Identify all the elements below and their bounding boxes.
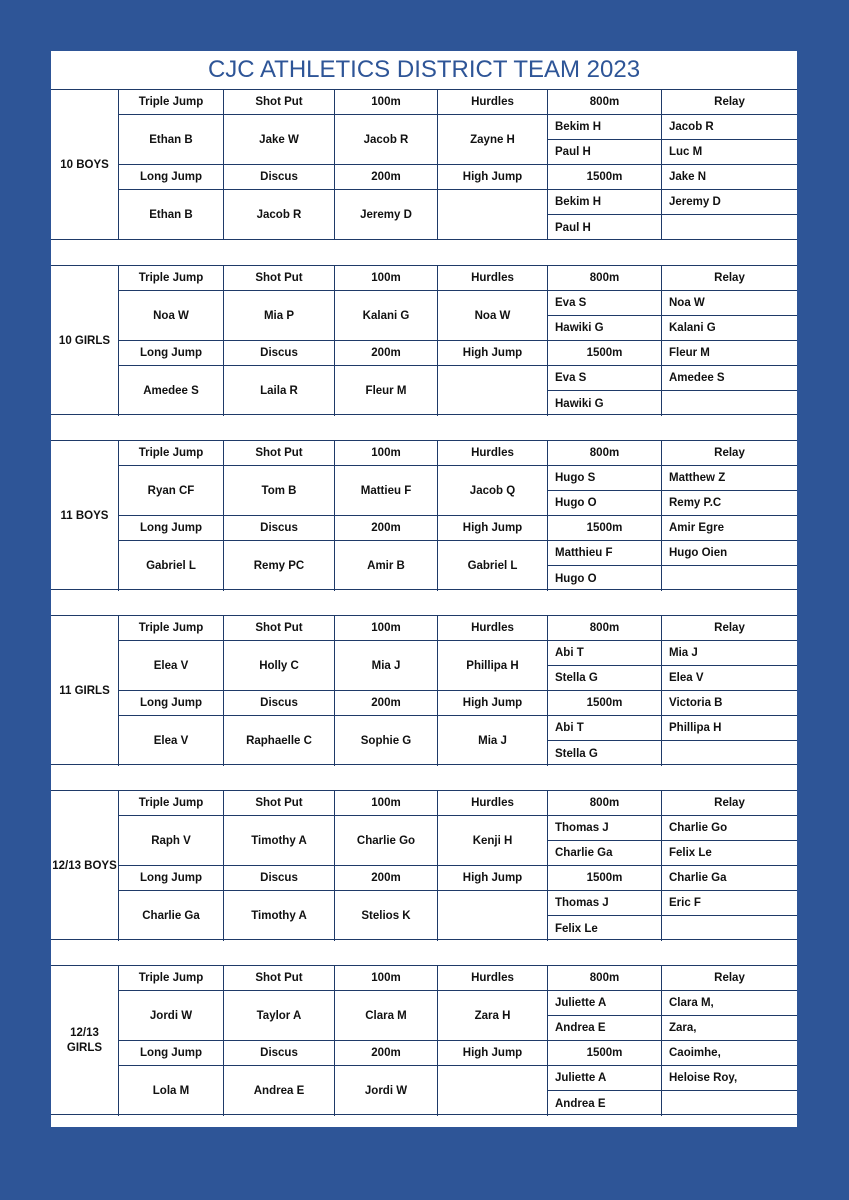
event-header: Relay xyxy=(661,791,797,816)
event-header: 1500m xyxy=(547,691,661,716)
athlete-cell: Jeremy D xyxy=(334,190,437,240)
group-block xyxy=(51,90,797,240)
event-header: High Jump xyxy=(437,165,547,190)
event-header: 1500m xyxy=(547,516,661,541)
athlete-cell: Hawiki G xyxy=(547,391,661,416)
event-header: Triple Jump xyxy=(118,966,223,991)
athlete-cell: Mia J xyxy=(437,716,547,766)
athlete-cell: Hugo O xyxy=(547,491,661,516)
event-header: Hurdles xyxy=(437,791,547,816)
athlete-cell: Thomas J xyxy=(547,816,661,841)
event-header: Relay xyxy=(661,266,797,291)
athlete-cell: Amedee S xyxy=(118,366,223,416)
group-block xyxy=(51,265,797,415)
event-header: 200m xyxy=(334,691,437,716)
athlete-cell: Stella G xyxy=(547,666,661,691)
event-header: Shot Put xyxy=(223,966,334,991)
relay-cell xyxy=(661,741,797,766)
athlete-cell: Kenji H xyxy=(437,816,547,866)
event-header: High Jump xyxy=(437,691,547,716)
event-header: 1500m xyxy=(547,1041,661,1066)
group-label: 11 BOYS xyxy=(60,509,109,522)
athlete-cell: Noa W xyxy=(118,291,223,341)
event-header: Long Jump xyxy=(118,341,223,366)
athlete-cell: Raphaelle C xyxy=(223,716,334,766)
event-header: High Jump xyxy=(437,866,547,891)
event-header: Hurdles xyxy=(437,441,547,466)
athlete-cell: Phillipa H xyxy=(437,641,547,691)
event-header: Shot Put xyxy=(223,616,334,641)
athlete-cell: Jordi W xyxy=(334,1066,437,1116)
event-header: Triple Jump xyxy=(118,441,223,466)
athlete-cell: Ryan CF xyxy=(118,466,223,516)
athlete-cell: Paul H xyxy=(547,215,661,240)
athlete-cell: Bekim H xyxy=(547,190,661,215)
relay-cell: Eric F xyxy=(661,891,797,916)
event-header: 100m xyxy=(334,616,437,641)
event-header: 200m xyxy=(334,165,437,190)
athlete-cell: Clara M xyxy=(334,991,437,1041)
athlete-cell: Juliette A xyxy=(547,1066,661,1091)
athlete-cell: Andrea E xyxy=(547,1016,661,1041)
team-sheet xyxy=(51,51,797,1127)
event-header: High Jump xyxy=(437,1041,547,1066)
athlete-cell: Amir B xyxy=(334,541,437,591)
event-header: Long Jump xyxy=(118,866,223,891)
group-label: 10 GIRLS xyxy=(58,334,111,347)
group-spacer xyxy=(51,240,797,265)
event-header: Hurdles xyxy=(437,266,547,291)
athlete-cell: Fleur M xyxy=(334,366,437,416)
relay-cell: Kalani G xyxy=(661,316,797,341)
athlete-cell: Jake W xyxy=(223,115,334,165)
athlete-cell: Tom B xyxy=(223,466,334,516)
event-header: Triple Jump xyxy=(118,90,223,115)
event-header: Shot Put xyxy=(223,90,334,115)
relay-cell: Jacob R xyxy=(661,115,797,140)
team-table xyxy=(51,90,797,1115)
athlete-cell: Eva S xyxy=(547,366,661,391)
event-header: Shot Put xyxy=(223,441,334,466)
group-label: 12/13 GIRLS xyxy=(66,1027,103,1054)
athlete-cell: Lola M xyxy=(118,1066,223,1116)
athlete-cell: Taylor A xyxy=(223,991,334,1041)
athlete-cell: Gabriel L xyxy=(118,541,223,591)
event-header: 100m xyxy=(334,791,437,816)
event-header: 800m xyxy=(547,966,661,991)
athlete-cell: Mattieu F xyxy=(334,466,437,516)
relay-cell xyxy=(661,916,797,941)
athlete-cell: Timothy A xyxy=(223,891,334,941)
event-header: Relay xyxy=(661,90,797,115)
group-block xyxy=(51,615,797,765)
relay-cell: Matthew Z xyxy=(661,466,797,491)
relay-cell: Luc M xyxy=(661,140,797,165)
athlete-cell: Ethan B xyxy=(118,115,223,165)
athlete-cell: Holly C xyxy=(223,641,334,691)
athlete-cell: Mia J xyxy=(334,641,437,691)
relay-cell: Caoimhe, xyxy=(661,1041,797,1066)
event-header: Hurdles xyxy=(437,966,547,991)
athlete-cell: Sophie G xyxy=(334,716,437,766)
event-header: Relay xyxy=(661,616,797,641)
athlete-cell: Andrea E xyxy=(223,1066,334,1116)
athlete-cell: Matthieu F xyxy=(547,541,661,566)
athlete-cell: Charlie Ga xyxy=(118,891,223,941)
athlete-cell: Noa W xyxy=(437,291,547,341)
relay-cell: Mia J xyxy=(661,641,797,666)
athlete-cell: Jacob R xyxy=(334,115,437,165)
athlete-cell: Kalani G xyxy=(334,291,437,341)
athlete-cell: Mia P xyxy=(223,291,334,341)
event-header: 200m xyxy=(334,1041,437,1066)
event-header: 800m xyxy=(547,90,661,115)
event-header: 200m xyxy=(334,866,437,891)
athlete-cell: Abi T xyxy=(547,716,661,741)
athlete-cell: Raph V xyxy=(118,816,223,866)
event-header: Shot Put xyxy=(223,791,334,816)
group-label: 12/13 BOYS xyxy=(52,859,117,872)
relay-cell: Clara M, xyxy=(661,991,797,1016)
athlete-cell: Felix Le xyxy=(547,916,661,941)
athlete-cell xyxy=(437,366,547,416)
athlete-cell: Juliette A xyxy=(547,991,661,1016)
athlete-cell: Zayne H xyxy=(437,115,547,165)
relay-cell: Amedee S xyxy=(661,366,797,391)
event-header: Hurdles xyxy=(437,616,547,641)
athlete-cell xyxy=(437,1066,547,1116)
athlete-cell: Thomas J xyxy=(547,891,661,916)
athlete-cell xyxy=(437,190,547,240)
event-header: Discus xyxy=(223,165,334,190)
group-spacer xyxy=(51,940,797,965)
athlete-cell: Eva S xyxy=(547,291,661,316)
event-header: High Jump xyxy=(437,341,547,366)
event-header: 800m xyxy=(547,791,661,816)
event-header: 100m xyxy=(334,966,437,991)
relay-cell: Remy P.C xyxy=(661,491,797,516)
relay-cell: Jake N xyxy=(661,165,797,190)
athlete-cell: Stella G xyxy=(547,741,661,766)
relay-cell: Victoria B xyxy=(661,691,797,716)
relay-cell: Charlie Ga xyxy=(661,866,797,891)
event-header: Triple Jump xyxy=(118,266,223,291)
event-header: Long Jump xyxy=(118,1041,223,1066)
athlete-cell: Laila R xyxy=(223,366,334,416)
athlete-cell: Remy PC xyxy=(223,541,334,591)
event-header: Long Jump xyxy=(118,165,223,190)
relay-cell: Felix Le xyxy=(661,841,797,866)
event-header: 1500m xyxy=(547,165,661,190)
event-header: Discus xyxy=(223,691,334,716)
group-label: 10 BOYS xyxy=(60,158,109,171)
event-header: 800m xyxy=(547,266,661,291)
event-header: Hurdles xyxy=(437,90,547,115)
event-header: Relay xyxy=(661,441,797,466)
event-header: Long Jump xyxy=(118,516,223,541)
athlete-cell: Hugo O xyxy=(547,566,661,591)
event-header: Discus xyxy=(223,516,334,541)
athlete-cell: Hawiki G xyxy=(547,316,661,341)
event-header: Triple Jump xyxy=(118,791,223,816)
relay-cell: Amir Egre xyxy=(661,516,797,541)
athlete-cell: Abi T xyxy=(547,641,661,666)
athlete-cell: Charlie Go xyxy=(334,816,437,866)
relay-cell: Elea V xyxy=(661,666,797,691)
page-title: CJC ATHLETICS DISTRICT TEAM 2023 xyxy=(51,51,797,90)
event-header: Discus xyxy=(223,1041,334,1066)
relay-cell: Charlie Go xyxy=(661,816,797,841)
athlete-cell: Charlie Ga xyxy=(547,841,661,866)
event-header: Discus xyxy=(223,866,334,891)
event-header: Long Jump xyxy=(118,691,223,716)
event-header: High Jump xyxy=(437,516,547,541)
event-header: 100m xyxy=(334,90,437,115)
athlete-cell xyxy=(437,891,547,941)
relay-cell: Jeremy D xyxy=(661,190,797,215)
athlete-cell: Zara H xyxy=(437,991,547,1041)
group-block xyxy=(51,965,797,1115)
event-header: Triple Jump xyxy=(118,616,223,641)
group-label: 11 GIRLS xyxy=(59,684,110,697)
event-header: 800m xyxy=(547,441,661,466)
event-header: 200m xyxy=(334,341,437,366)
group-spacer xyxy=(51,415,797,440)
event-header: Relay xyxy=(661,966,797,991)
athlete-cell: Jacob R xyxy=(223,190,334,240)
athlete-cell: Ethan B xyxy=(118,190,223,240)
athlete-cell: Andrea E xyxy=(547,1091,661,1116)
relay-cell xyxy=(661,1091,797,1116)
event-header: Discus xyxy=(223,341,334,366)
event-header: 100m xyxy=(334,441,437,466)
athlete-cell: Jordi W xyxy=(118,991,223,1041)
relay-cell: Phillipa H xyxy=(661,716,797,741)
athlete-cell: Elea V xyxy=(118,716,223,766)
group-block xyxy=(51,790,797,940)
event-header: 200m xyxy=(334,516,437,541)
event-header: 1500m xyxy=(547,866,661,891)
event-header: Shot Put xyxy=(223,266,334,291)
athlete-cell: Bekim H xyxy=(547,115,661,140)
athlete-cell: Paul H xyxy=(547,140,661,165)
athlete-cell: Timothy A xyxy=(223,816,334,866)
relay-cell: Hugo Oien xyxy=(661,541,797,566)
group-spacer xyxy=(51,590,797,615)
athlete-cell: Gabriel L xyxy=(437,541,547,591)
relay-cell xyxy=(661,566,797,591)
athlete-cell: Hugo S xyxy=(547,466,661,491)
athlete-cell: Elea V xyxy=(118,641,223,691)
group-spacer xyxy=(51,765,797,790)
relay-cell: Fleur M xyxy=(661,341,797,366)
relay-cell: Noa W xyxy=(661,291,797,316)
relay-cell xyxy=(661,391,797,416)
group-block xyxy=(51,440,797,590)
relay-cell xyxy=(661,215,797,240)
relay-cell: Heloise Roy, xyxy=(661,1066,797,1091)
relay-cell: Zara, xyxy=(661,1016,797,1041)
athlete-cell: Jacob Q xyxy=(437,466,547,516)
athlete-cell: Stelios K xyxy=(334,891,437,941)
event-header: 800m xyxy=(547,616,661,641)
event-header: 100m xyxy=(334,266,437,291)
event-header: 1500m xyxy=(547,341,661,366)
